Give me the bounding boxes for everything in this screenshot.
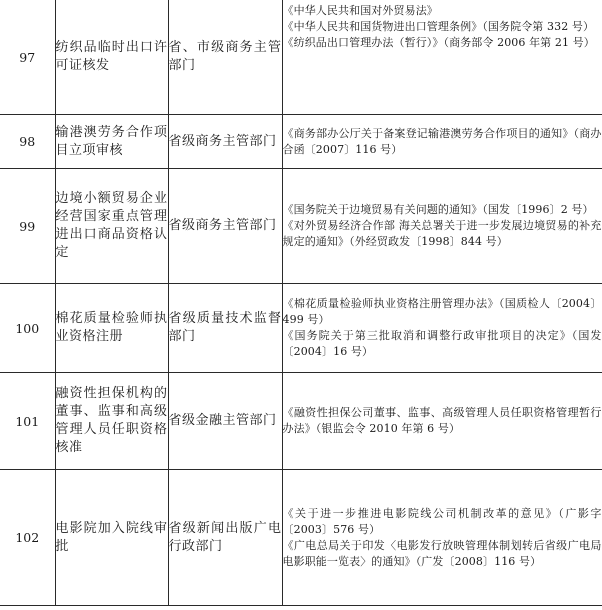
basis-line: 《国务院关于边境贸易有关问题的通知》（国发〔1996〕2 号） (282, 203, 594, 216)
row-number: 97 (0, 0, 55, 115)
legal-basis (282, 115, 602, 169)
legal-basis (282, 0, 602, 115)
row-number: 101 (0, 373, 55, 470)
basis-line: 《纺织品出口管理办法（暂行）》（商务部令 2006 年第 21 号） (282, 36, 595, 49)
item-name: 边境小额贸易企业经营国家重点管理进出口商品资格认定 (55, 169, 168, 284)
basis-line: 《广电总局关于印发〈电影发行放映管理体制划转后省级广电局电影职能一览表〉的通知》（广发〔2008〕116 号） (282, 538, 602, 568)
table-row (0, 373, 602, 470)
item-name: 电影院加入院线审批 (55, 470, 168, 606)
department: 省、市级商务主管部门 (168, 0, 282, 115)
item-name: 融资性担保机构的董事、监事和高级管理人员任职资格核准 (55, 373, 168, 470)
row-number: 100 (0, 284, 55, 373)
legal-basis (282, 169, 602, 284)
item-name: 纺织品临时出口许可证核发 (55, 0, 168, 115)
row-number: 102 (0, 470, 55, 606)
department: 省级金融主管部门 (168, 373, 282, 470)
item-name: 输港澳劳务合作项目立项审核 (55, 115, 168, 169)
table-row (0, 0, 602, 115)
basis-line: 《国务院关于第三批取消和调整行政审批项目的决定》（国发〔2004〕16 号） (282, 329, 602, 358)
basis-line: 《商务部办公厅关于备案登记输港澳劳务合作项目的通知》（商办合函〔2007〕116 号） (282, 126, 602, 156)
table-row (0, 169, 602, 284)
item-name: 棉花质量检验师执业资格注册 (55, 284, 168, 373)
department: 省级商务主管部门 (168, 115, 282, 169)
department: 省级新闻出版广电行政部门 (168, 470, 282, 606)
table-row (0, 115, 602, 169)
basis-line: 《中华人民共和国货物进出口管理条例》（国务院令第 332 号） (282, 20, 595, 33)
basis-line: 《对外贸易经济合作部 海关总署关于进一步发展边境贸易的补充规定的通知》（外经贸政发〔1998〕844 号） (282, 219, 602, 248)
department: 省级商务主管部门 (168, 169, 282, 284)
legal-basis (282, 470, 602, 606)
basis-line: 《融资性担保公司董事、监事、高级管理人员任职资格管理暂行办法》（银监会令 2010 年第 6 号） (282, 406, 602, 435)
legal-basis (282, 284, 602, 373)
department: 省级质量技术监督部门 (168, 284, 282, 373)
table-row (0, 284, 602, 373)
basis-line: 《关于进一步推进电影院线公司机制改革的意见》（广影字〔2003〕576 号） (282, 506, 602, 536)
row-number: 99 (0, 169, 55, 284)
basis-line: 《棉花质量检验师执业资格注册管理办法》（国质检人〔2004〕499 号） (282, 297, 602, 326)
basis-line: 《中华人民共和国对外贸易法》 (282, 4, 438, 17)
table-row (0, 470, 602, 606)
legal-basis (282, 373, 602, 470)
row-number: 98 (0, 115, 55, 169)
